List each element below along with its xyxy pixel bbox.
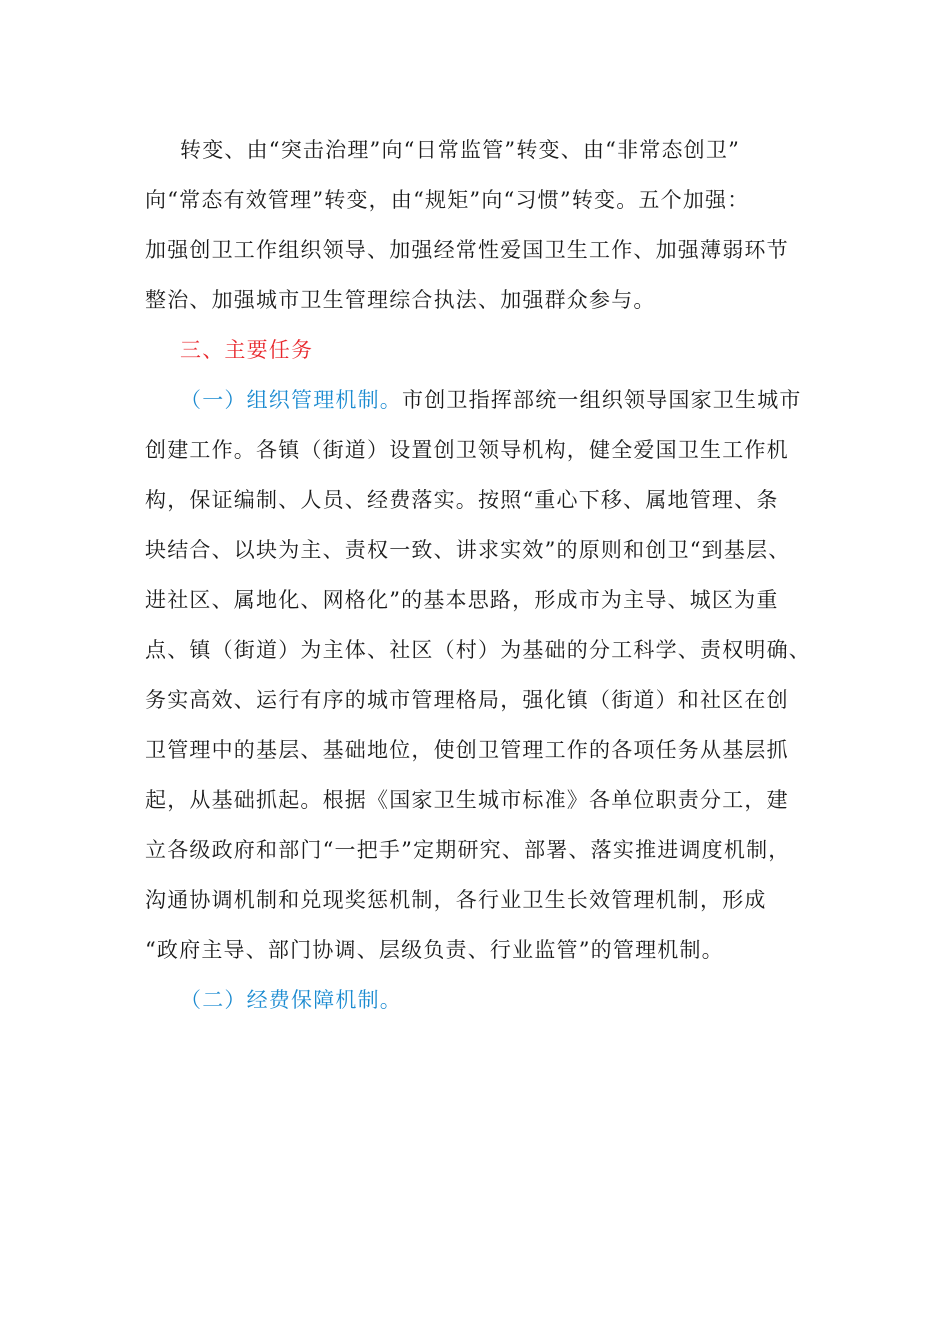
- paragraph-line: 块结合、以块为主、责权一致、讲求实效”的原则和创卫“到基层、: [145, 538, 791, 562]
- paragraph-text: 市创卫指挥部统一组织领导国家卫生城市: [402, 388, 802, 412]
- paragraph-line: 加强创卫工作组织领导、加强经常性爱国卫生工作、加强薄弱环节: [145, 238, 789, 262]
- subsection-first-line: [180, 385, 802, 415]
- paragraph-line: 向“常态有效管理”转变，由“规矩”向“习惯”转变。五个加强：: [145, 188, 750, 212]
- paragraph-line: 点、镇（街道）为主体、社区（村）为基础的分工科学、责权明确、: [145, 638, 811, 662]
- paragraph-line: 转变、由“突击治理”向“日常监管”转变、由“非常态创卫”: [180, 138, 741, 162]
- paragraph-line: 进社区、属地化、网格化”的基本思路，形成市为主导、城区为重: [145, 588, 779, 612]
- paragraph-line: “政府主导、部门协调、层级负责、行业监管”的管理机制。: [145, 938, 724, 962]
- paragraph-line: 务实高效、运行有序的城市管理格局，强化镇（街道）和社区在创: [145, 688, 789, 712]
- section-heading: 三、主要任务: [180, 338, 314, 362]
- paragraph-line: 整治、加强城市卫生管理综合执法、加强群众参与。: [145, 288, 656, 312]
- paragraph-line: 立各级政府和部门“一把手”定期研究、部署、落实推进调度机制，: [145, 838, 791, 862]
- paragraph-line: 起，从基础抓起。根据《国家卫生城市标准》各单位职责分工，建: [145, 788, 789, 812]
- paragraph-line: 卫管理中的基层、基础地位，使创卫管理工作的各项任务从基层抓: [145, 738, 789, 762]
- paragraph-line: 沟通协调机制和兑现奖惩机制，各行业卫生长效管理机制，形成: [145, 888, 767, 912]
- paragraph-line: 创建工作。各镇（街道）设置创卫领导机构，健全爱国卫生工作机: [145, 438, 789, 462]
- subsection-heading: （一）组织管理机制。: [180, 388, 402, 412]
- subsection-heading: （二）经费保障机制。: [180, 988, 402, 1012]
- paragraph-line: 构，保证编制、人员、经费落实。按照“重心下移、属地管理、条: [145, 488, 779, 512]
